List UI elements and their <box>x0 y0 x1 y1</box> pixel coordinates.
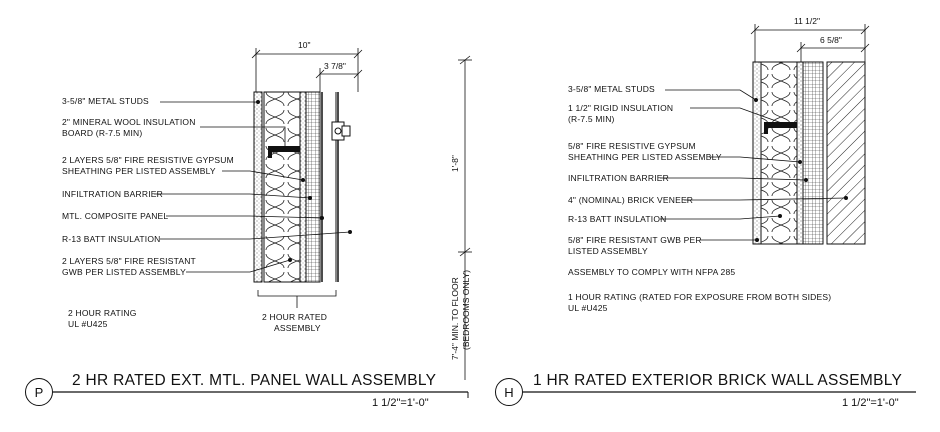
center-floor-note: 7'-4" MIN. TO FLOOR <box>450 277 460 360</box>
right-label-metal-studs: 3-5/8" METAL STUDS <box>568 84 655 94</box>
left-label-gwb-2: GWB PER LISTED ASSEMBLY <box>62 267 186 277</box>
left-label-batt: R-13 BATT INSULATION <box>62 234 161 244</box>
right-brick-dimension: 6 5/8" <box>820 35 842 45</box>
left-detail-marker: P <box>25 378 53 406</box>
right-detail-marker: H <box>495 378 523 406</box>
right-dimensions <box>751 24 869 62</box>
center-floor-note-2: (BEDROOMS ONLY) <box>461 269 471 350</box>
right-label-gwb: 5/8" FIRE RESISTANT GWB PER <box>568 235 702 245</box>
left-label-gypsum-2: SHEATHING PER LISTED ASSEMBLY <box>62 166 216 176</box>
right-detail-scale: 1 1/2"=1'-0" <box>842 397 899 409</box>
right-label-batt: R-13 BATT INSULATION <box>568 214 667 224</box>
right-nfpa-note: ASSEMBLY TO COMPLY WITH NFPA 285 <box>568 267 736 277</box>
right-label-gwb-2: LISTED ASSEMBLY <box>568 246 648 256</box>
right-detail-title: 1 HR RATED EXTERIOR BRICK WALL ASSEMBLY <box>533 372 903 389</box>
left-label-gwb: 2 LAYERS 5/8" FIRE RESISTANT <box>62 256 196 266</box>
left-label-composite-panel: MTL. COMPOSITE PANEL <box>62 211 169 221</box>
left-label-infiltration: INFILTRATION BARRIER <box>62 189 163 199</box>
right-label-gypsum: 5/8" FIRE RESISTIVE GYPSUM <box>568 141 696 151</box>
left-assembly-note: 2 HOUR RATED <box>262 312 328 322</box>
left-ul-number: UL #U425 <box>68 319 108 329</box>
left-panel-dimension: 3 7/8" <box>324 61 346 71</box>
right-rating: 1 HOUR RATING (RATED FOR EXPOSURE FROM BOTH SIDES) <box>568 292 832 302</box>
left-label-gypsum: 2 LAYERS 5/8" FIRE RESISTIVE GYPSUM <box>62 155 234 165</box>
left-detail-title: 2 HR RATED EXT. MTL. PANEL WALL ASSEMBLY <box>72 372 437 389</box>
left-label-mineral-wool: 2" MINERAL WOOL INSULATION <box>62 117 196 127</box>
left-detail-scale: 1 1/2"=1'-0" <box>372 397 429 409</box>
right-overall-dimension: 11 1/2" <box>794 16 821 26</box>
right-label-infiltration: INFILTRATION BARRIER <box>568 173 669 183</box>
right-label-gypsum-2: SHEATHING PER LISTED ASSEMBLY <box>568 152 722 162</box>
right-label-rigid: 1 1/2" RIGID INSULATION <box>568 103 674 113</box>
left-label-metal-studs: 3-5/8" METAL STUDS <box>62 96 149 106</box>
left-overall-dimension: 10" <box>298 40 311 50</box>
left-assembly-note-2: ASSEMBLY <box>274 323 321 333</box>
left-label-mineral-wool-2: BOARD (R-7.5 MIN) <box>62 128 143 138</box>
right-label-rigid-2: (R-7.5 MIN) <box>568 114 615 124</box>
left-wall-section <box>254 92 350 282</box>
right-ul-number: UL #U425 <box>568 303 608 313</box>
left-rating: 2 HOUR RATING <box>68 308 137 318</box>
right-label-brick: 4" (NOMINAL) BRICK VENEER <box>568 195 694 205</box>
center-height-dimension: 1'-8" <box>450 155 460 172</box>
